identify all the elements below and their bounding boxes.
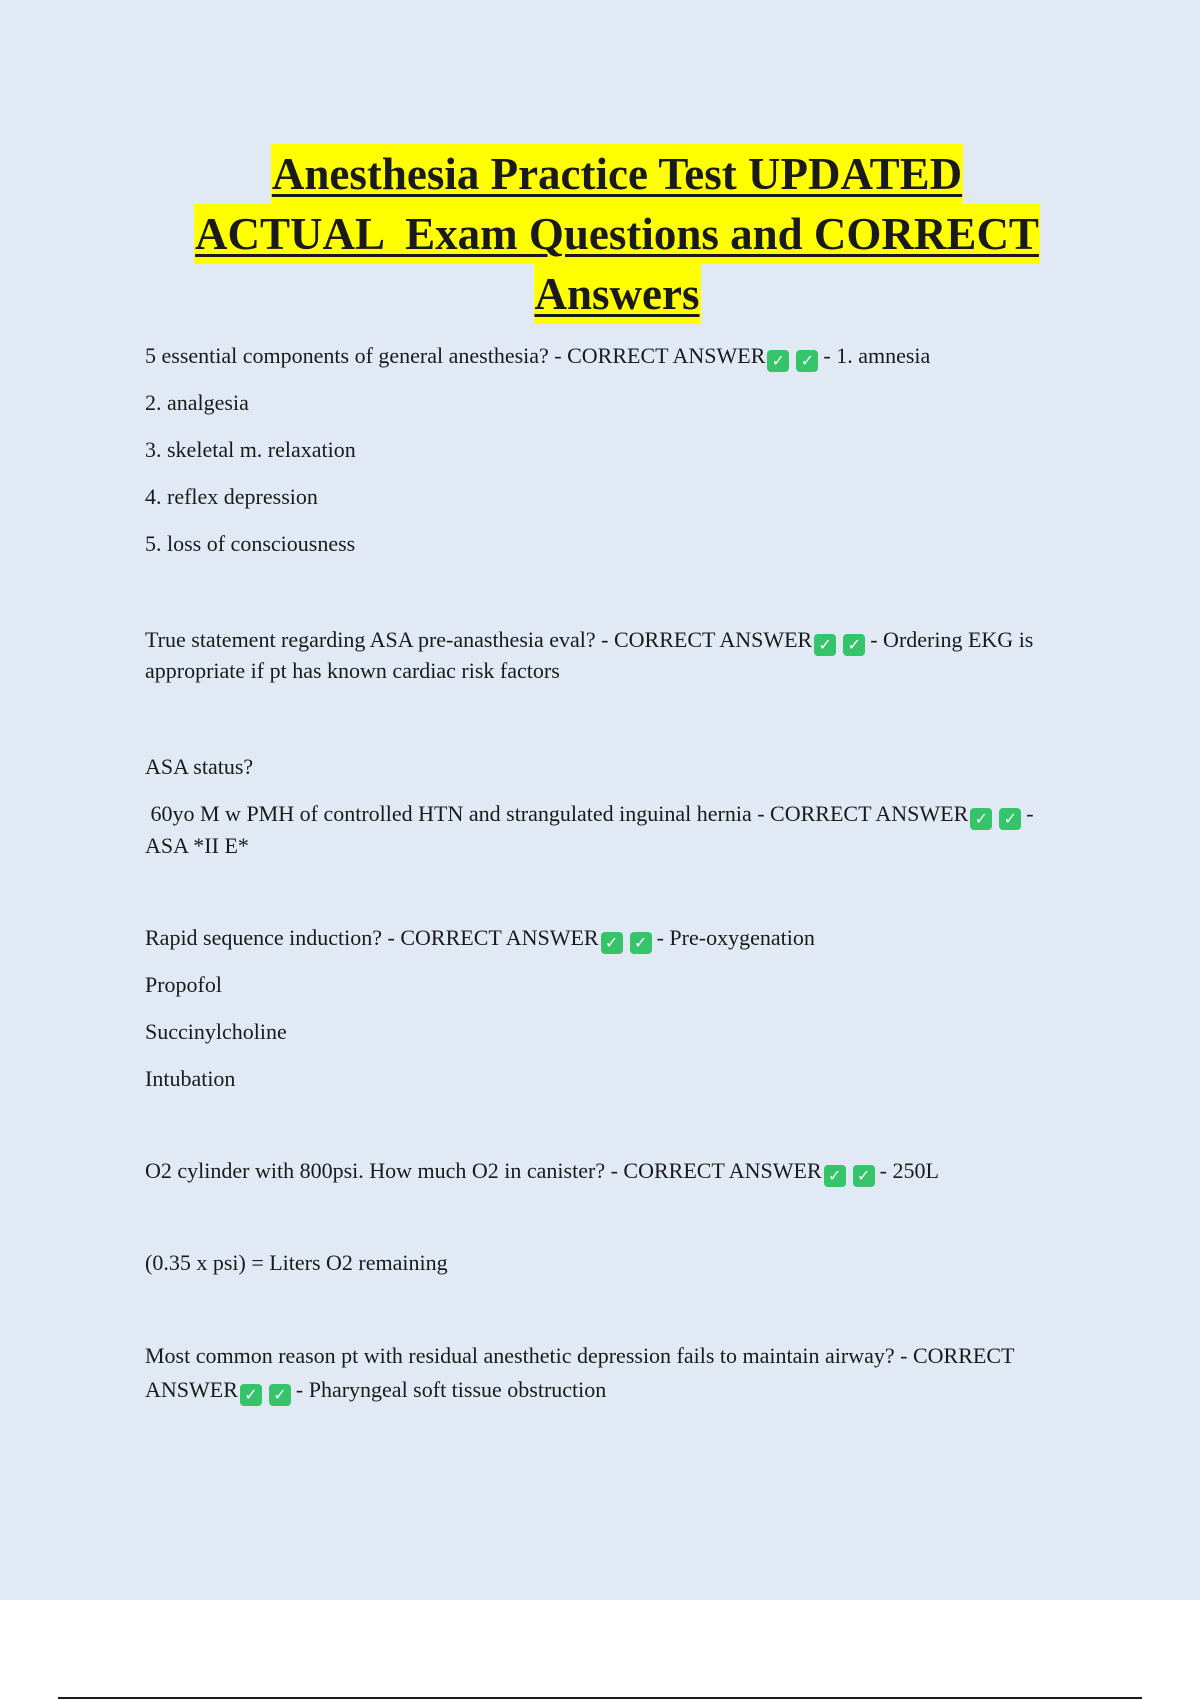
answer-2-text: - Ordering EKG is appropriate if pt has known cardiac risk factors xyxy=(145,627,1034,683)
check-icon: ✓ xyxy=(999,808,1021,830)
spacer xyxy=(145,1202,1075,1247)
check-icon: ✓ xyxy=(970,808,992,830)
answer-4-item: Intubation xyxy=(145,1066,236,1091)
spacer xyxy=(145,877,1075,922)
answer-6-text: - Pharyngeal soft tissue obstruction xyxy=(295,1377,607,1402)
question-1 xyxy=(145,340,1075,372)
answer-1-item: 3. skeletal m. relaxation xyxy=(145,437,356,462)
spacer xyxy=(145,1110,1075,1155)
check-icon: ✓ xyxy=(601,932,623,954)
question-3 xyxy=(145,798,1075,862)
question-2-text: True statement regarding ASA pre-anasthesia eval? - CORRECT ANSWER xyxy=(145,627,813,652)
answer-1-item: 5. loss of consciousness xyxy=(145,531,356,556)
question-4 xyxy=(145,922,1075,954)
answer-1-item: 4. reflex depression xyxy=(145,484,318,509)
spacer xyxy=(145,701,1075,751)
question-6-text: Most common reason pt with residual anesthetic depression fails to maintain airway? - CORRECT ANSWER xyxy=(145,1343,1015,1402)
spacer xyxy=(145,1294,1075,1339)
check-icon: ✓ xyxy=(843,634,865,656)
check-icon: ✓ xyxy=(630,932,652,954)
check-icon: ✓ xyxy=(240,1384,262,1406)
qa-content xyxy=(145,340,1075,1422)
title-line-1: Anesthesia Practice Test UPDATED xyxy=(271,144,963,204)
check-icon: ✓ xyxy=(814,634,836,656)
answer-5-text: - 250L xyxy=(879,1158,939,1183)
spacer xyxy=(145,575,1075,625)
check-icon: ✓ xyxy=(796,350,818,372)
question-5-text: O2 cylinder with 800psi. How much O2 in canister? - CORRECT ANSWER xyxy=(145,1158,822,1183)
answer-3-text: - ASA *II E* xyxy=(145,801,1034,858)
question-3-heading: ASA status? xyxy=(145,754,254,779)
check-icon: ✓ xyxy=(824,1165,846,1187)
question-5 xyxy=(145,1155,1075,1187)
check-icon: ✓ xyxy=(767,350,789,372)
question-6 xyxy=(145,1339,1075,1407)
question-4-text: Rapid sequence induction? - CORRECT ANSWER xyxy=(145,925,599,950)
title-line-3: Answers xyxy=(534,264,701,324)
footer-divider xyxy=(58,1697,1142,1699)
answer-4-text: - Pre-oxygenation xyxy=(656,925,815,950)
question-2 xyxy=(145,625,1075,686)
answer-4-item: Propofol xyxy=(145,972,222,997)
check-icon: ✓ xyxy=(269,1384,291,1406)
title-line-2: ACTUAL Exam Questions and CORRECT xyxy=(194,204,1040,264)
answer-1-text: - 1. amnesia xyxy=(823,343,931,368)
question-3-text: 60yo M w PMH of controlled HTN and strangulated inguinal hernia - CORRECT ANSWER xyxy=(145,801,969,826)
answer-4-item: Succinylcholine xyxy=(145,1019,287,1044)
answer-5-note: (0.35 x psi) = Liters O2 remaining xyxy=(145,1250,448,1275)
check-icon: ✓ xyxy=(853,1165,875,1187)
answer-1-item: 2. analgesia xyxy=(145,390,249,415)
question-1-text: 5 essential components of general anesthesia? - CORRECT ANSWER xyxy=(145,343,766,368)
document-title xyxy=(150,144,1084,324)
